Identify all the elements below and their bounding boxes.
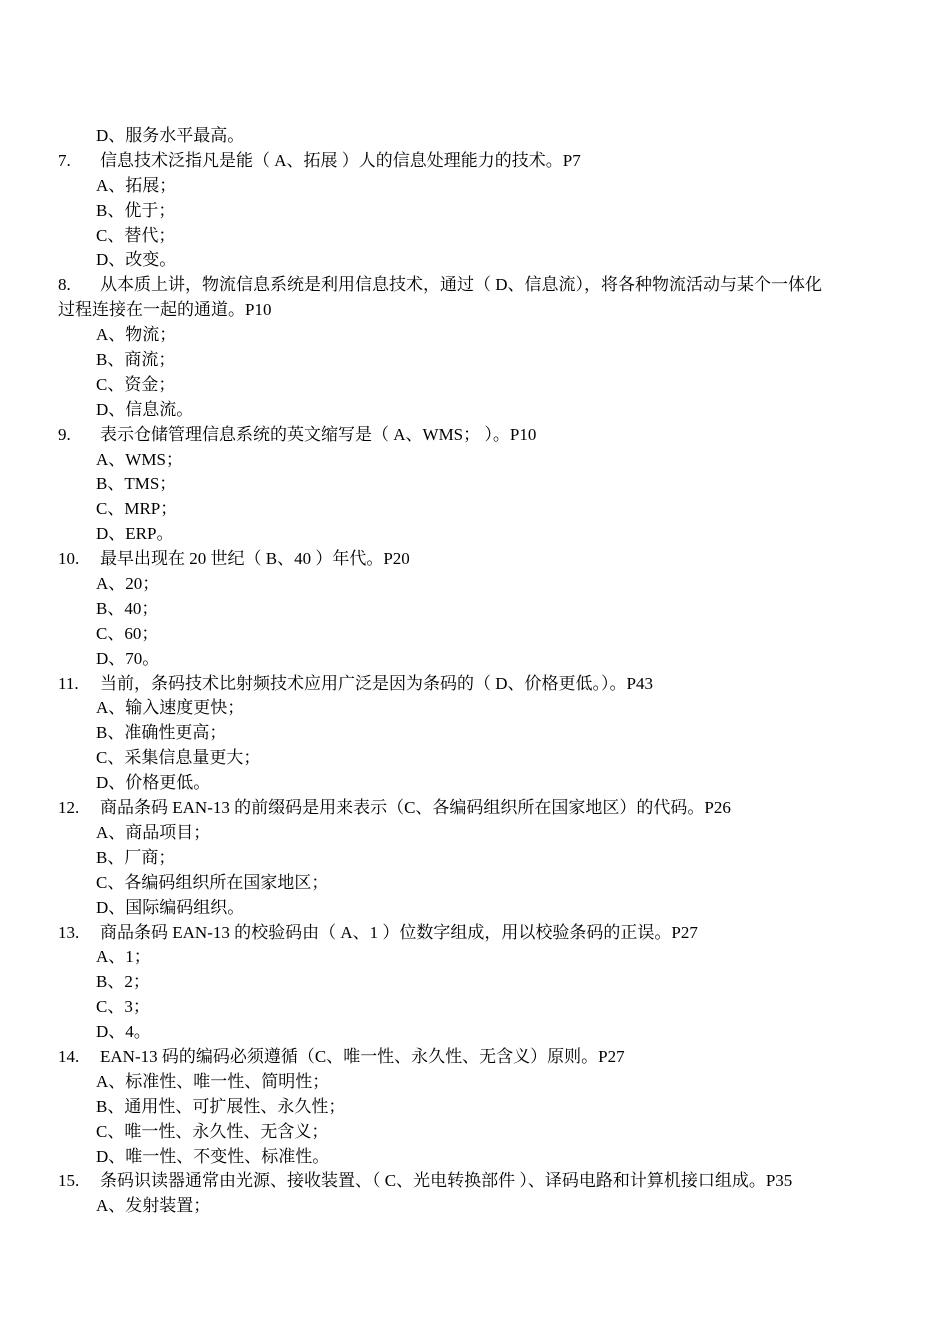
answer-option: B、准确性更高； — [96, 723, 227, 743]
answer-option: A、WMS； — [96, 449, 183, 469]
answer-option: C、各编码组织所在国家地区； — [96, 872, 329, 892]
answer-option: D、唯一性、不变性、标准性。 — [96, 1146, 330, 1166]
question-number: 15. — [58, 1171, 80, 1191]
answer-option: D、ERP。 — [96, 524, 174, 544]
answer-option: C、资金； — [96, 374, 176, 394]
question-number: 8. — [58, 275, 71, 295]
question-text: 信息技术泛指凡是能（ A、拓展 ）人的信息处理能力的技术。P7 — [100, 150, 581, 170]
answer-option: B、通用性、可扩展性、永久性； — [96, 1096, 346, 1116]
question-line — [0, 423, 950, 448]
answer-option: C、MRP； — [96, 499, 178, 519]
question-text: 表示仓储管理信息系统的英文缩写是（ A、WMS； ）。P10 — [100, 424, 537, 444]
answer-option: B、40； — [96, 598, 159, 618]
answer-option: A、20； — [96, 574, 160, 594]
question-number: 11. — [58, 673, 79, 693]
answer-option: D、4。 — [96, 1022, 151, 1042]
answer-option: A、物流； — [96, 325, 177, 345]
answer-option: A、发射装置； — [96, 1196, 211, 1216]
question-line — [0, 1169, 950, 1194]
question-line — [0, 547, 950, 572]
answer-option: D、信息流。 — [96, 399, 194, 419]
answer-option: B、2； — [96, 972, 150, 992]
question-line — [0, 672, 950, 697]
question-text: 当前，条码技术比射频技术应用广泛是因为条码的（ D、价格更低。）。P43 — [100, 673, 653, 693]
question-text: 商品条码 EAN-13 的校验码由（ A、1 ）位数字组成，用以校验条码的正误。P27 — [100, 922, 698, 942]
answer-option: C、采集信息量更大； — [96, 748, 261, 768]
question-line — [0, 273, 950, 298]
question-line — [0, 796, 950, 821]
document-page — [0, 124, 950, 1219]
answer-option: C、60； — [96, 623, 159, 643]
answer-option: B、厂商； — [96, 847, 176, 867]
answer-option: A、商品项目； — [96, 822, 211, 842]
answer-option: B、优于； — [96, 200, 176, 220]
answer-option: D、服务水平最高。 — [96, 126, 245, 145]
question-line — [0, 1045, 950, 1070]
answer-option: A、1； — [96, 947, 151, 967]
answer-option: A、拓展； — [96, 175, 177, 195]
question-text: 条码识读器通常由光源、接收装置、（ C、光电转换部件 ）、译码电路和计算机接口组成。P35 — [100, 1171, 793, 1191]
question-list — [0, 124, 950, 1219]
question-number: 14. — [58, 1046, 80, 1066]
question-text: 商品条码 EAN-13 的前缀码是用来表示（C、各编码组织所在国家地区）的代码。P26 — [100, 798, 731, 818]
answer-option: B、TMS； — [96, 474, 177, 494]
question-text: EAN-13 码的编码必须遵循（C、唯一性、永久性、无含义）原则。P27 — [100, 1046, 625, 1066]
answer-option: D、改变。 — [96, 250, 177, 270]
answer-option: C、唯一性、永久性、无含义； — [96, 1121, 329, 1141]
question-line — [0, 921, 950, 946]
answer-option: C、3； — [96, 997, 150, 1017]
question-number: 10. — [58, 549, 80, 569]
answer-option: D、70。 — [96, 648, 160, 668]
question-text: 从本质上讲，物流信息系统是利用信息技术，通过（ D、信息流），将各种物流活动与某个一体化 — [100, 275, 823, 295]
answer-option: A、输入速度更快； — [96, 698, 245, 718]
question-line — [0, 149, 950, 174]
answer-option: A、标准性、唯一性、简明性； — [96, 1071, 330, 1091]
answer-option: D、国际编码组织。 — [96, 897, 245, 917]
answer-option: C、替代； — [96, 225, 176, 245]
question-number: 13. — [58, 922, 80, 942]
question-number: 7. — [58, 150, 71, 170]
question-number: 12. — [58, 798, 80, 818]
answer-option: D、价格更低。 — [96, 773, 211, 793]
answer-option: B、商流； — [96, 350, 176, 370]
question-text: 最早出现在 20 世纪（ B、40 ）年代。P20 — [100, 549, 410, 569]
question-number: 9. — [58, 424, 71, 444]
question-text-continuation: 过程连接在一起的通道。P10 — [58, 300, 272, 320]
